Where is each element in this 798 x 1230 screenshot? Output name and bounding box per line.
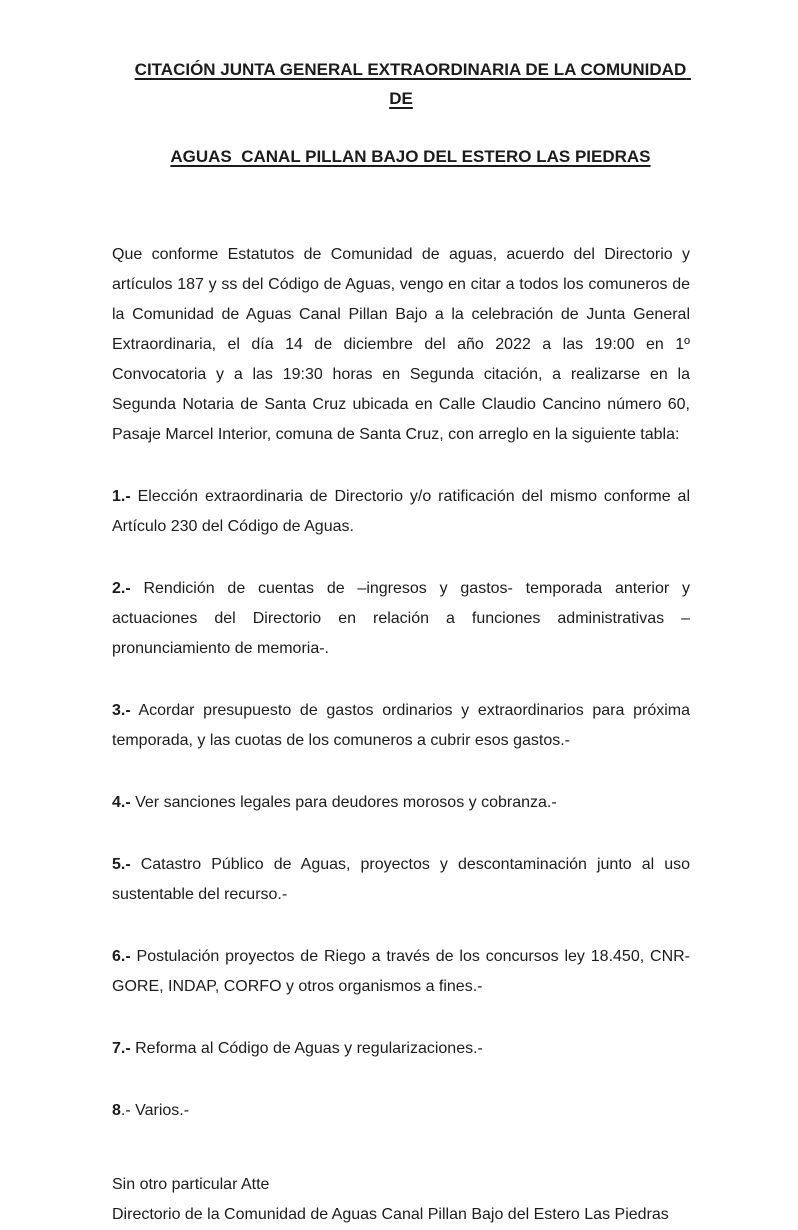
agenda-item-1-marker: 1.- <box>112 488 131 505</box>
agenda-item-5-text: Catastro Público de Aguas, proyectos y descontaminación junto al uso sustentable del recurso.- <box>112 856 695 903</box>
agenda-item-4-text: Ver sanciones legales para deudores morosos y cobranza.- <box>130 794 557 811</box>
agenda-item-3-text: Acordar presupuesto de gastos ordinarios y extraordinarios para próxima temporada, y las cuotas de los comuneros a cubrir esos gastos.- <box>112 702 695 749</box>
closing-salutation: Sin otro particular Atte <box>112 1176 270 1193</box>
agenda-item-3 <box>112 696 695 756</box>
agenda-item-2-marker: 2.- <box>112 580 131 597</box>
signature-line: Directorio de la Comunidad de Aguas Canal Pillan Bajo del Estero Las Piedras <box>112 1206 669 1223</box>
agenda-item-6-text: Postulación proyectos de Riego a través de los concursos ley 18.450, CNR-GORE, INDAP, CORFO y otros organismos a fines.- <box>112 948 690 995</box>
agenda-item-8 <box>112 1096 690 1126</box>
agenda-item-4 <box>112 788 690 818</box>
title-line-1: CITACIÓN JUNTA GENERAL EXTRAORDINARIA DE LA COMUNIDAD DE <box>134 60 691 108</box>
agenda-item-2-text: Rendición de cuentas de –ingresos y gastos- temporada anterior y actuaciones del Directorio en relación a funciones administrativas –pronunciamiento de memoria-. <box>112 580 695 657</box>
agenda-item-7 <box>112 1034 690 1064</box>
document-title <box>112 26 690 200</box>
agenda-item-5-marker: 5.- <box>112 856 131 873</box>
intro-paragraph: Que conforme Estatutos de Comunidad de aguas, acuerdo del Directorio y artículos 187 y ss del Código de Aguas, vengo en citar a todos los comuneros de la Comunidad de Aguas Canal Pillan Bajo a la celebración de Junta General Extraordinaria, el día 14 de diciembre del año 2022 a las 19:00 en 1º Convocatoria y a las 19:30 horas en Segunda citación, a realizarse en la Segunda Notaria de Santa Cruz ubicada en Calle Claudio Cancino número 60, Pasaje Marcel Interior, comuna de Santa Cruz, con arreglo en la siguiente tabla: <box>112 246 695 443</box>
agenda-item-6 <box>112 942 690 1002</box>
agenda-item-2 <box>112 574 695 664</box>
agenda-item-1 <box>112 482 694 542</box>
agenda-item-3-marker: 3.- <box>112 702 131 719</box>
agenda-item-1-text: Elección extraordinaria de Directorio y/o ratificación del mismo conforme al Artículo 230 del Código de Aguas. <box>112 488 694 535</box>
agenda-item-7-text: Reforma al Código de Aguas y regularizaciones.- <box>130 1040 483 1057</box>
agenda-item-4-marker: 4.- <box>112 794 131 811</box>
agenda-item-5 <box>112 850 695 910</box>
title-line-2: AGUAS CANAL PILLAN BAJO DEL ESTERO LAS PIEDRAS <box>170 147 651 166</box>
agenda-item-6-marker: 6.- <box>112 948 131 965</box>
agenda-item-8-text: .- Varios.- <box>120 1102 190 1119</box>
agenda-item-8-marker: 8 <box>112 1102 121 1119</box>
agenda-item-7-marker: 7.- <box>112 1040 131 1057</box>
